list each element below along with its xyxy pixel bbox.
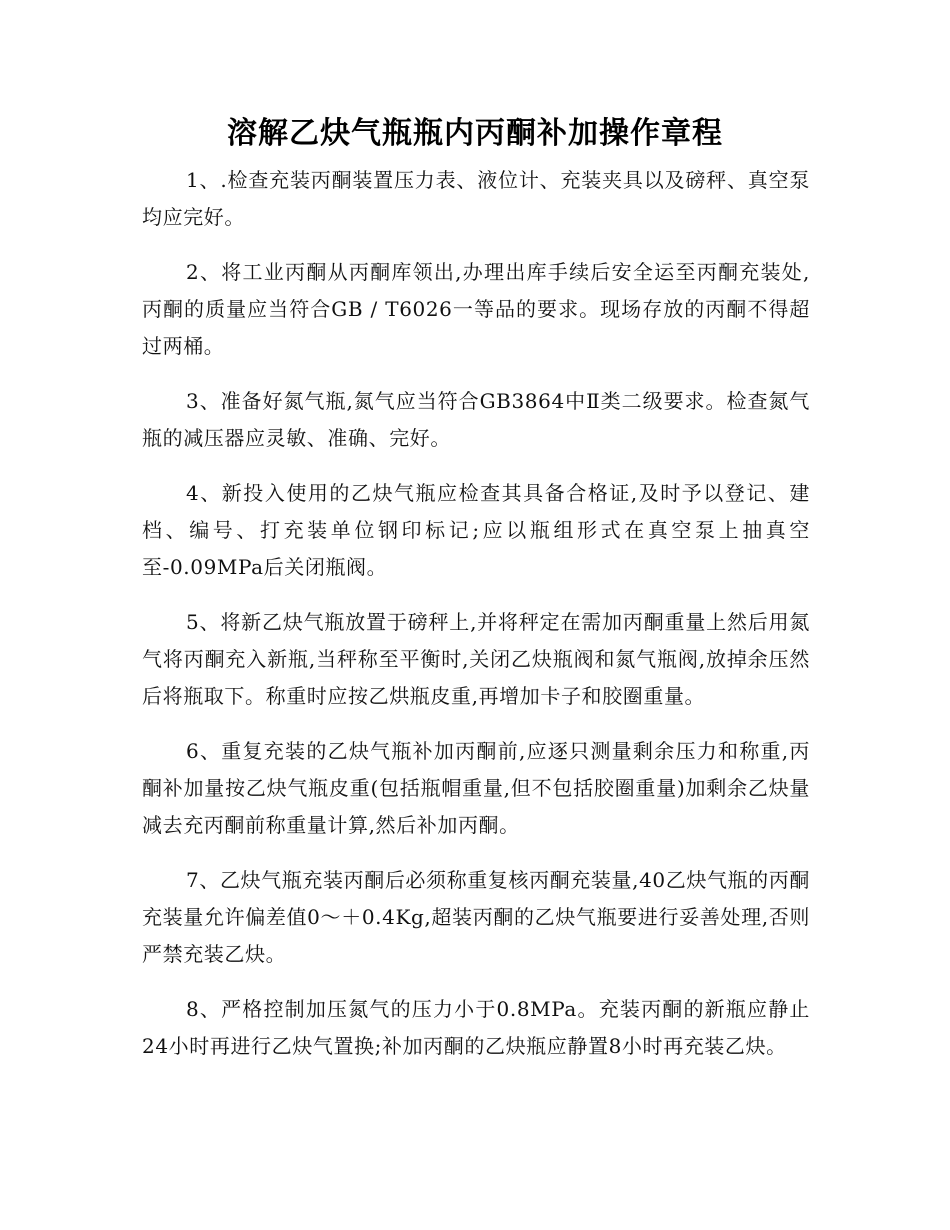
- paragraph-5: 5、将新乙炔气瓶放置于磅秤上,并将秤定在需加丙酮重量上然后用氮气将丙酮充入新瓶,当秤称至平衡时,关闭乙炔瓶阀和氮气瓶阀,放掉余压然后将瓶取下。称重时应按乙烘瓶皮重,再增加卡子和胶圈重量。: [142, 610, 810, 708]
- paragraph-6: 6、重复充装的乙炔气瓶补加丙酮前,应逐只测量剩余压力和称重,丙酮补加量按乙炔气瓶皮重(包括瓶帽重量,但不包括胶圈重量)加剩余乙炔量减去充丙酮前称重量计算,然后补加丙酮。: [142, 739, 810, 837]
- paragraph-4: 4、新投入使用的乙炔气瓶应检查其具备合格证,及时予以登记、建档、编号、打充装单位钢印标记;应以瓶组形式在真空泵上抽真空至-0.09MPa后关闭瓶阀。: [142, 481, 810, 579]
- paragraph-8: 8、严格控制加压氮气的压力小于0.8MPa。充装丙酮的新瓶应静止24小时再进行乙炔气置换;补加丙酮的乙炔瓶应静置8小时再充装乙炔。: [142, 997, 810, 1058]
- paragraph-7: 7、乙炔气瓶充装丙酮后必须称重复核丙酮充装量,40乙炔气瓶的丙酮充装量允许偏差值0～＋0.4Kg,超装丙酮的乙炔气瓶要进行妥善处理,否则严禁充装乙炔。: [142, 868, 810, 966]
- paragraph-3: 3、准备好氮气瓶,氮气应当符合GB3864中Ⅱ类二级要求。检查氮气瓶的减压器应灵敏、准确、完好。: [142, 389, 810, 450]
- document-body: [142, 162, 810, 1083]
- paragraph-1: 1、.检查充装丙酮装置压力表、液位计、充装夹具以及磅秤、真空泵均应完好。: [142, 168, 810, 229]
- document-title: 溶解乙炔气瓶瓶内丙酮补加操作章程: [227, 116, 723, 151]
- paragraph-2: 2、将工业丙酮从丙酮库领出,办理出库手续后安全运至丙酮充装处,丙酮的质量应当符合GB / T6026一等品的要求。现场存放的丙酮不得超过两桶。: [142, 260, 810, 358]
